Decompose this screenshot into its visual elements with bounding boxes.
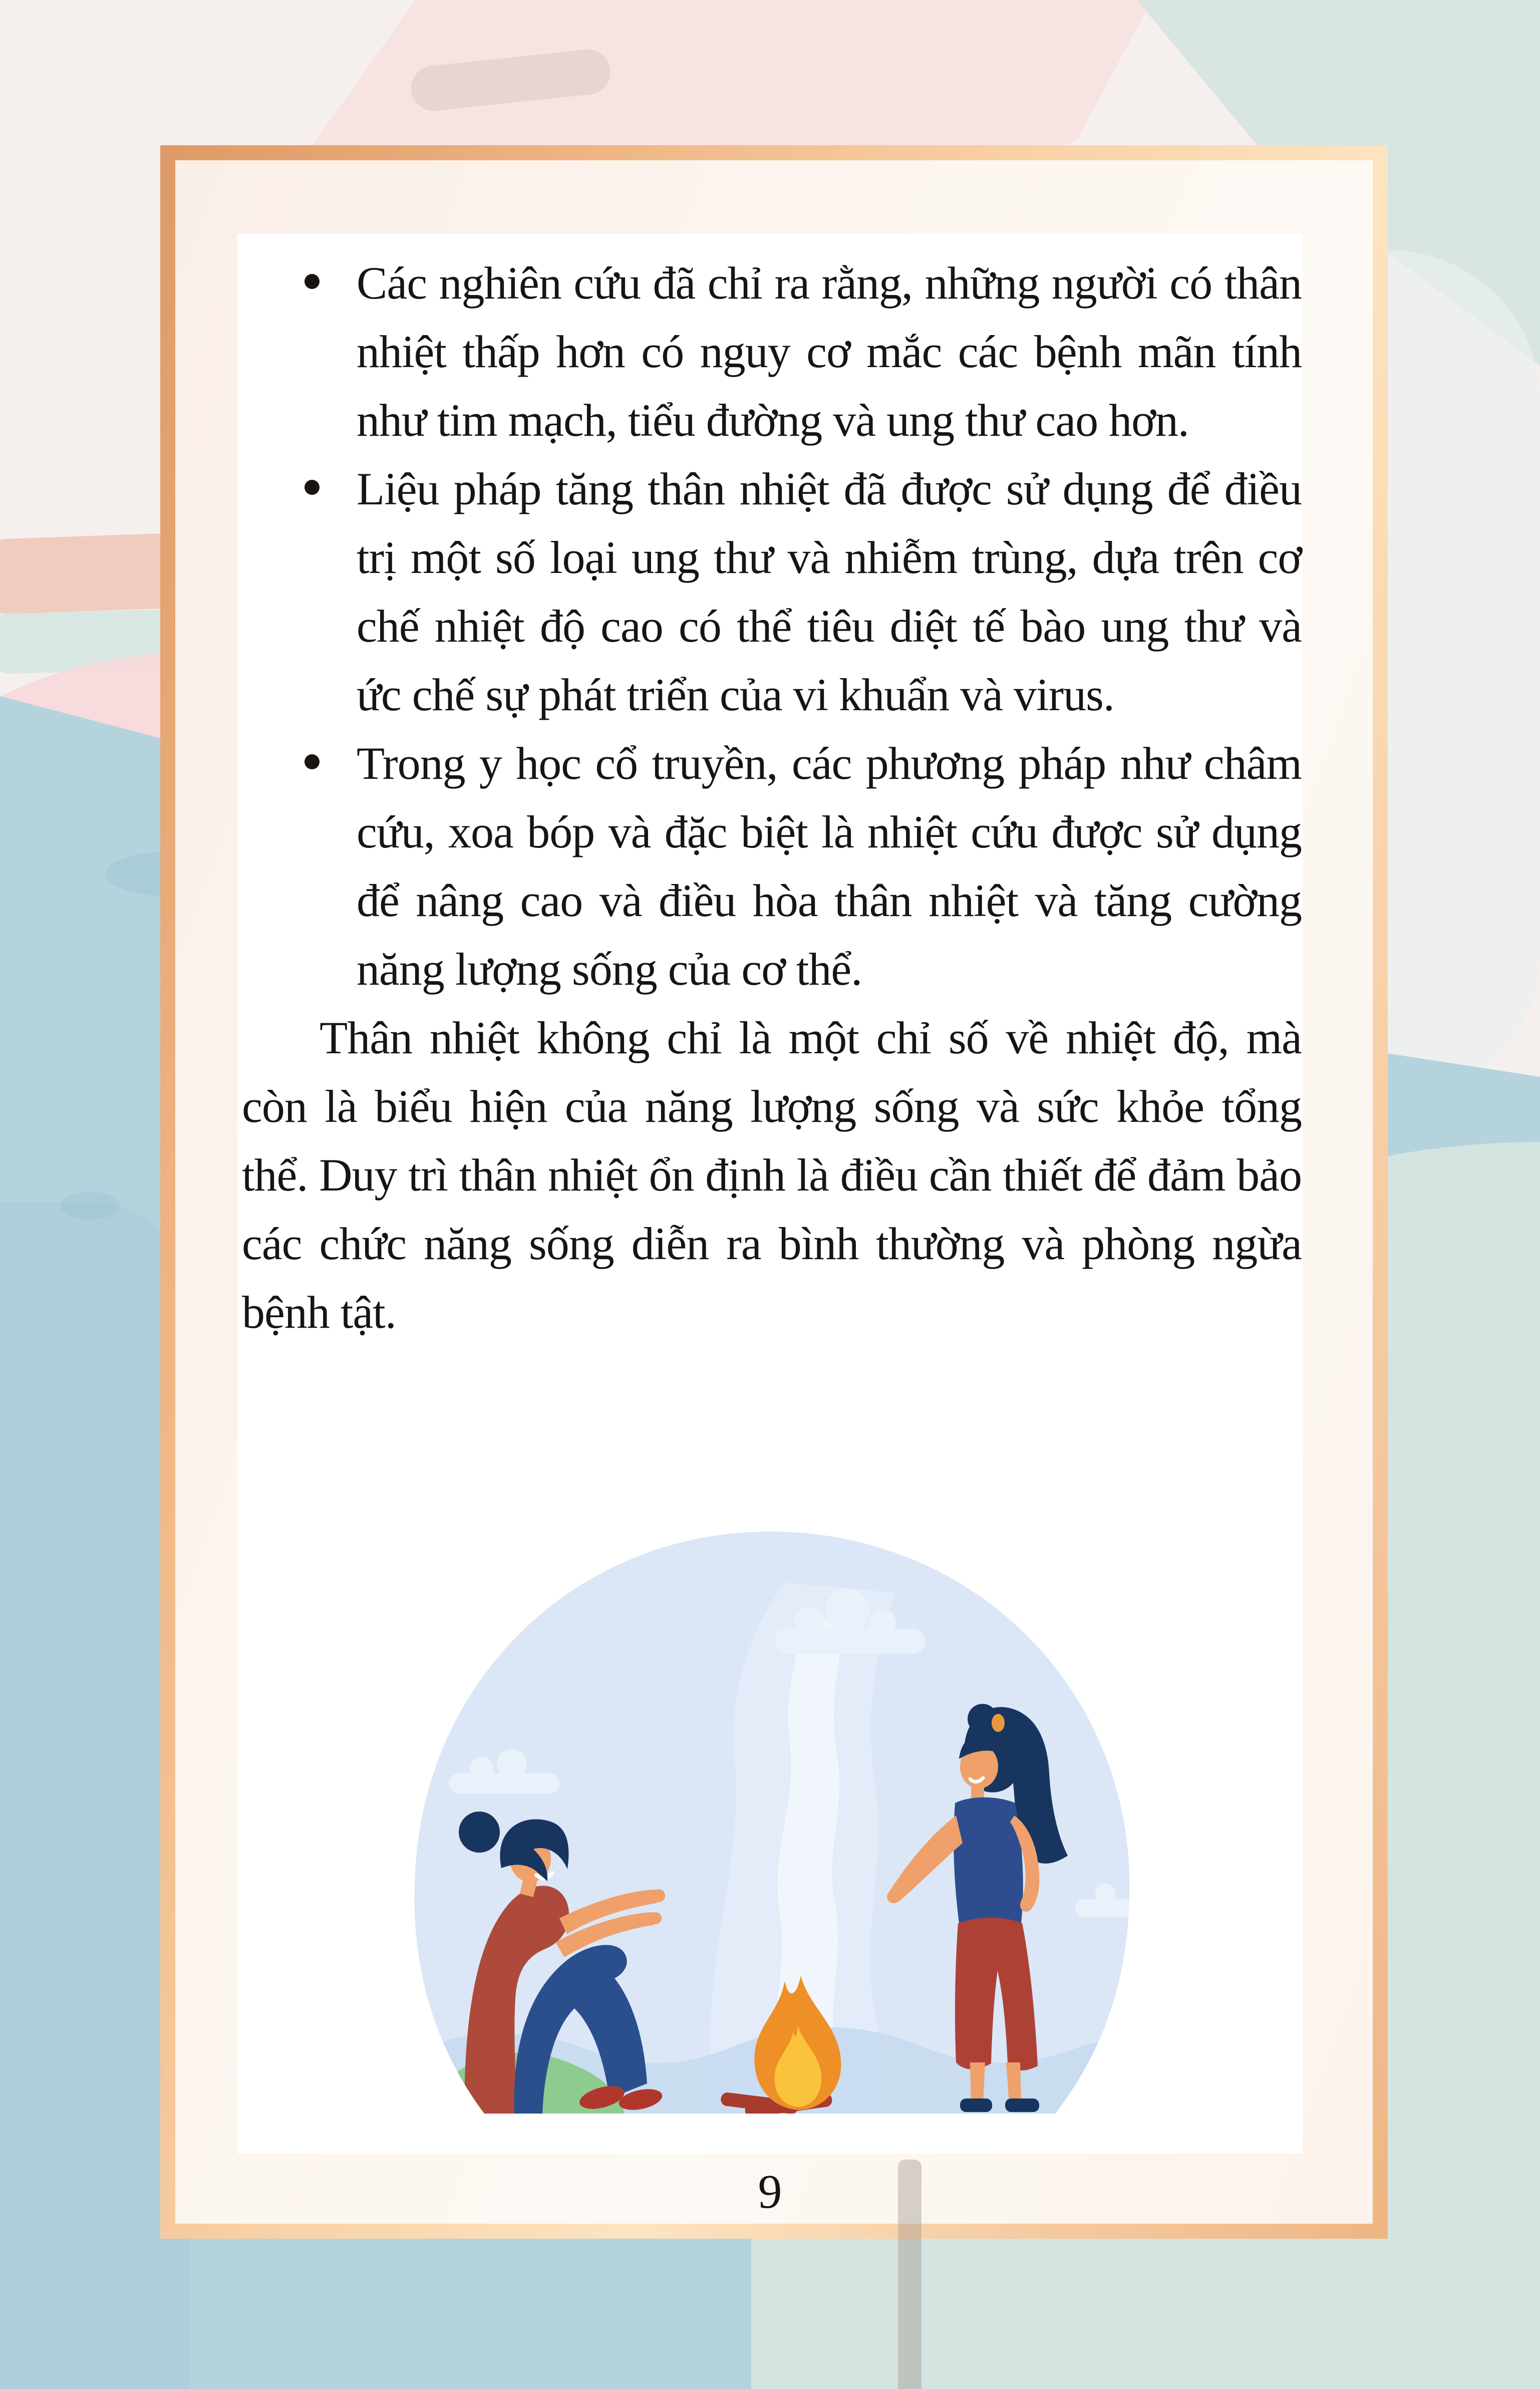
bullet-item: Liệu pháp tăng thân nhiệt đã được sử dụng để điều trị một số loại ung thư và nhiễm trùng, dựa trên cơ chế nhiệt độ cao có thể tiêu diệt tế bào ung thư và ức chế sự phát triển của vi khuẩn và virus. [357, 455, 1302, 729]
body-paragraph: Thân nhiệt không chỉ là một chỉ số về nhiệt độ, mà còn là biểu hiện của năng lượng sống và sức khỏe tổng thể. Duy trì thân nhiệt ổn định là điều cần thiết để đảm bảo các chức năng sống diễn ra bình thường và phòng ngừa bệnh tật. [242, 1012, 1302, 1338]
page [175, 160, 1373, 2224]
bullet-list [237, 249, 1303, 1004]
book-gutter-stripe [898, 2160, 921, 2389]
watercolor-speck [60, 1192, 120, 1220]
campfire-illustration [394, 1523, 1145, 2114]
bullet-item: Trong y học cổ truyền, các phương pháp như châm cứu, xoa bóp và đặc biệt là nhiệt cứu được sử dụng để nâng cao và điều hòa thân nhiệt và tăng cường năng lượng sống của cơ thể. [357, 729, 1302, 1004]
bullet-item: Các nghiên cứu đã chỉ ra rằng, những người có thân nhiệt thấp hơn có nguy cơ mắc các bệnh mãn tính như tim mạch, tiểu đường và ung thư cao hơn. [357, 249, 1302, 455]
page-frame [160, 145, 1388, 2239]
content-box [237, 234, 1303, 2154]
page-number: 9 [758, 2165, 782, 2218]
